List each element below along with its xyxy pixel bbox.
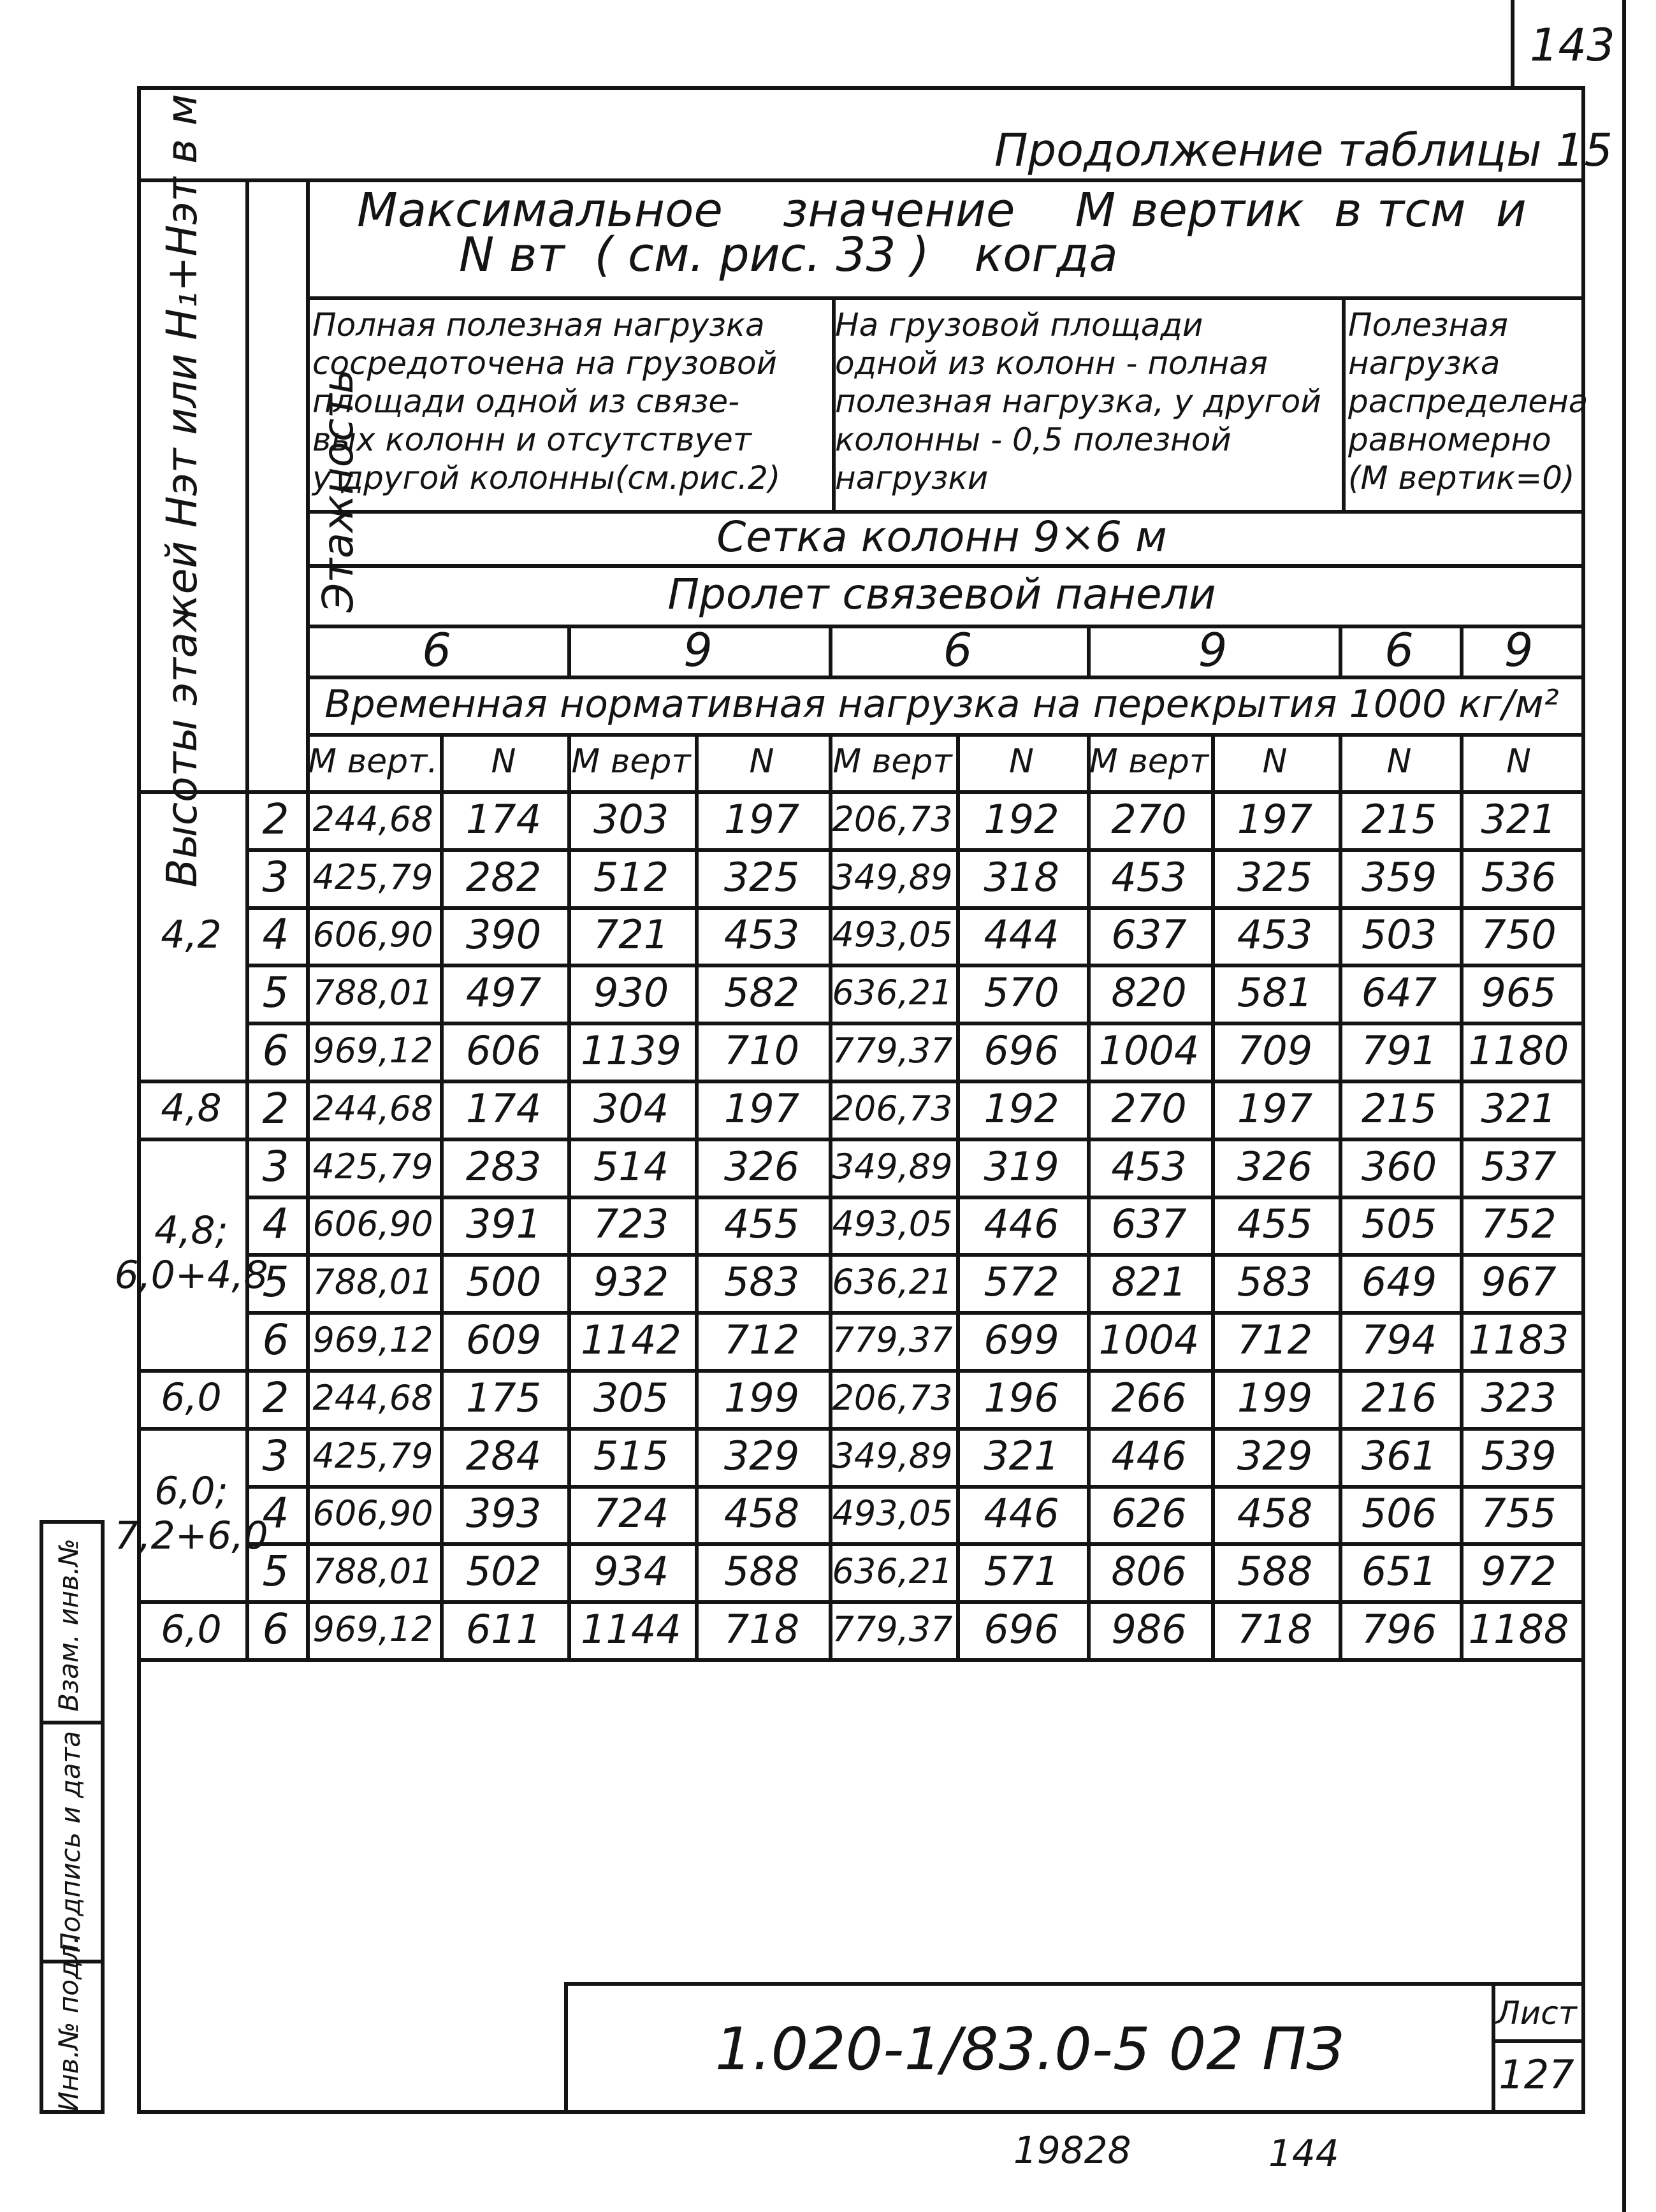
- floors-cell: 2: [262, 1373, 289, 1422]
- height-group-label: 6,0: [161, 1607, 222, 1652]
- table-cell: 493,05: [832, 914, 953, 955]
- sheet-number: 127: [1499, 2051, 1574, 2098]
- table-cell: 503: [1361, 911, 1437, 958]
- table-cell: 361: [1361, 1432, 1437, 1479]
- table-cell: 637: [1111, 911, 1187, 958]
- table-cell: 453: [1237, 911, 1313, 958]
- table-cell: 1142: [581, 1317, 681, 1364]
- height-group-label: 6,0; 7,2+6,0: [114, 1468, 268, 1558]
- header-title-line2: N вт ( см. рис. 33 ) когда: [459, 228, 1118, 282]
- table-cell: 196: [984, 1374, 1059, 1421]
- span-value: 9: [1504, 623, 1534, 677]
- table-cell: 969,12: [312, 1030, 433, 1071]
- table-cell: 699: [984, 1317, 1059, 1364]
- table-cell: 696: [984, 1027, 1059, 1074]
- table-cell: 752: [1481, 1201, 1557, 1248]
- table-cell: 572: [984, 1259, 1059, 1306]
- table-cell: 323: [1481, 1374, 1557, 1421]
- table-cell: 349,89: [832, 1435, 953, 1476]
- table-cell: 270: [1111, 795, 1187, 842]
- table-cell: 444: [984, 911, 1059, 958]
- table-cell: 515: [593, 1432, 669, 1479]
- floors-cell: 5: [262, 1547, 289, 1596]
- subheader-cell: N: [749, 742, 774, 781]
- table-cell: 512: [593, 853, 669, 900]
- table-cell: 391: [465, 1201, 542, 1248]
- table-cell: 588: [1237, 1548, 1313, 1595]
- table-cell: 712: [1237, 1317, 1313, 1364]
- table-cell: 216: [1361, 1374, 1437, 1421]
- table-cell: 788,01: [312, 972, 433, 1013]
- floors-cell: 6: [262, 1026, 289, 1076]
- table-cell: 750: [1481, 911, 1557, 958]
- header-rule: [306, 296, 1581, 300]
- table-cell: 972: [1481, 1548, 1557, 1595]
- page-number: 143: [1530, 19, 1615, 71]
- table-cell: 359: [1361, 853, 1437, 900]
- floors-cell: 3: [262, 1431, 289, 1480]
- header-title-line1: Максимальное значение М вертик в тсм и: [357, 183, 1527, 238]
- column-grid-label: Сетка колонн 9×6 м: [716, 512, 1167, 561]
- table-cell: 266: [1111, 1374, 1187, 1421]
- table-cell: 588: [723, 1548, 800, 1595]
- table-cell: 349,89: [832, 857, 953, 897]
- table-cell: 321: [984, 1432, 1059, 1479]
- subheader-cell: М верт: [571, 742, 691, 781]
- table-cell: 788,01: [312, 1551, 433, 1592]
- table-cell: 1188: [1468, 1606, 1569, 1653]
- table-cell: 199: [1237, 1374, 1313, 1421]
- table-cell: 446: [984, 1490, 1059, 1537]
- floors-column-header: Этажность: [313, 369, 363, 612]
- table-cell: 192: [984, 795, 1059, 842]
- table-cell: 965: [1481, 969, 1557, 1016]
- table-cell: 581: [1237, 969, 1313, 1016]
- table-cell: 932: [593, 1259, 669, 1306]
- table-cell: 497: [465, 969, 542, 1016]
- table-cell: 791: [1361, 1027, 1437, 1074]
- table-cell: 458: [1237, 1490, 1313, 1537]
- table-cell: 1144: [581, 1606, 681, 1653]
- floors-cell: 6: [262, 1605, 289, 1654]
- side-stamp-inv-no: Инв.№ подл.: [52, 1935, 84, 2112]
- floors-cell: 3: [262, 1141, 289, 1191]
- table-cell: 712: [723, 1317, 800, 1364]
- continuation-caption: Продолжение таблицы 15: [994, 124, 1613, 177]
- floors-cell: 4: [262, 1489, 289, 1538]
- table-bottom-rule: [137, 1658, 1581, 1662]
- table-cell: 199: [723, 1374, 800, 1421]
- case2-text: На грузовой площади одной из колонн - полная полезная нагрузка, у другой колонны - 0,5 полезной нагрузки: [835, 307, 1321, 496]
- span-value: 9: [683, 623, 713, 677]
- table-cell: 606,90: [312, 1204, 433, 1245]
- table-cell: 425,79: [312, 1146, 433, 1187]
- table-cell: 197: [723, 795, 800, 842]
- table-cell: 788,01: [312, 1262, 433, 1303]
- table-cell: 493,05: [832, 1493, 953, 1534]
- span-value: 6: [943, 623, 973, 677]
- floors-cell: 4: [262, 1199, 289, 1249]
- height-column-header: Высоты этажей Нэт или Н₁+Нэт в м: [157, 94, 207, 888]
- table-cell: 319: [984, 1143, 1059, 1190]
- footer-code-left: 19828: [1013, 2129, 1131, 2172]
- table-cell: 514: [593, 1143, 669, 1190]
- table-cell: 215: [1361, 795, 1437, 842]
- table-cell: 425,79: [312, 857, 433, 897]
- table-cell: 455: [1237, 1201, 1313, 1248]
- table-cell: 571: [984, 1548, 1059, 1595]
- table-cell: 304: [593, 1085, 669, 1132]
- table-cell: 206,73: [832, 1088, 953, 1129]
- subheader-cell: М верт: [832, 742, 952, 781]
- floors-cell: 4: [262, 910, 289, 960]
- floors-cell: 2: [262, 1083, 289, 1133]
- table-cell: 537: [1481, 1143, 1557, 1190]
- table-cell: 696: [984, 1606, 1059, 1653]
- table-cell: 651: [1361, 1548, 1437, 1595]
- table-cell: 425,79: [312, 1435, 433, 1476]
- table-cell: 536: [1481, 853, 1557, 900]
- table-cell: 969,12: [312, 1320, 433, 1361]
- table-cell: 175: [465, 1374, 542, 1421]
- span-value: 6: [422, 623, 451, 677]
- table-cell: 806: [1111, 1548, 1187, 1595]
- table-cell: 626: [1111, 1490, 1187, 1537]
- table-cell: 779,37: [832, 1609, 953, 1650]
- table-cell: 284: [465, 1432, 542, 1479]
- table-cell: 506: [1361, 1490, 1437, 1537]
- table-cell: 321: [1481, 795, 1557, 842]
- table-cell: 453: [1111, 1143, 1187, 1190]
- subheader-cell: N: [1009, 742, 1034, 781]
- table-cell: 969,12: [312, 1609, 433, 1650]
- table-cell: 606,90: [312, 914, 433, 955]
- table-cell: 493,05: [832, 1204, 953, 1245]
- table-cell: 329: [1237, 1432, 1313, 1479]
- table-cell: 636,21: [832, 972, 953, 1013]
- panel-span-label: Пролет связевой панели: [667, 570, 1216, 619]
- table-cell: 321: [1481, 1085, 1557, 1132]
- table-cell: 570: [984, 969, 1059, 1016]
- table-cell: 723: [593, 1201, 669, 1248]
- table-cell: 967: [1481, 1259, 1557, 1306]
- table-cell: 649: [1361, 1259, 1437, 1306]
- side-stamp-replace: Взам. инв.№: [52, 1538, 84, 1712]
- table-cell: 779,37: [832, 1030, 953, 1071]
- table-cell: 453: [723, 911, 800, 958]
- side-stamp-signature: Подпись и дата: [54, 1731, 86, 1953]
- table-cell: 1180: [1468, 1027, 1569, 1074]
- table-cell: 197: [1237, 1085, 1313, 1132]
- table-cell: 326: [1237, 1143, 1313, 1190]
- table-cell: 197: [723, 1085, 800, 1132]
- table-cell: 244,68: [312, 799, 433, 839]
- table-cell: 718: [723, 1606, 800, 1653]
- table-cell: 609: [465, 1317, 542, 1364]
- table-cell: 174: [465, 795, 542, 842]
- table-cell: 505: [1361, 1201, 1437, 1248]
- height-group-label: 6,0: [161, 1375, 222, 1420]
- floors-cell: 3: [262, 852, 289, 902]
- table-cell: 215: [1361, 1085, 1437, 1132]
- sheet-label: Лист: [1496, 1995, 1577, 2032]
- table-cell: 500: [465, 1259, 542, 1306]
- table-cell: 755: [1481, 1490, 1557, 1537]
- subheader-cell: N: [491, 742, 516, 781]
- table-cell: 325: [1237, 853, 1313, 900]
- table-cell: 794: [1361, 1317, 1437, 1364]
- table-cell: 283: [465, 1143, 542, 1190]
- header-divider: [1342, 296, 1346, 510]
- table-cell: 282: [465, 853, 542, 900]
- floors-cell: 2: [262, 794, 289, 844]
- height-group-label: 4,8: [161, 1086, 222, 1131]
- table-cell: 1004: [1098, 1317, 1200, 1364]
- table-cell: 821: [1111, 1259, 1187, 1306]
- table-cell: 197: [1237, 795, 1313, 842]
- table-cell: 192: [984, 1085, 1059, 1132]
- table-cell: 636,21: [832, 1551, 953, 1592]
- floors-cell: 5: [262, 968, 289, 1018]
- table-cell: 390: [465, 911, 542, 958]
- table-cell: 318: [984, 853, 1059, 900]
- table-cell: 360: [1361, 1143, 1437, 1190]
- subheader-cell: М верт.: [308, 742, 438, 781]
- table-cell: 393: [465, 1490, 542, 1537]
- table-cell: 326: [723, 1143, 800, 1190]
- table-cell: 606,90: [312, 1493, 433, 1534]
- table-cell: 206,73: [832, 799, 953, 839]
- table-cell: 796: [1361, 1606, 1437, 1653]
- table-cell: 637: [1111, 1201, 1187, 1248]
- span-value: 6: [1384, 623, 1414, 677]
- table-cell: 458: [723, 1490, 800, 1537]
- table-cell: 606: [465, 1027, 542, 1074]
- table-cell: 986: [1111, 1606, 1187, 1653]
- footer-code-right: 144: [1268, 2132, 1339, 2175]
- table-cell: 305: [593, 1374, 669, 1421]
- table-cell: 1183: [1468, 1317, 1569, 1364]
- table-cell: 721: [593, 911, 669, 958]
- subheader-cell: N: [1386, 742, 1412, 781]
- document-code: 1.020-1/83.0-5 02 ПЗ: [715, 2014, 1344, 2083]
- table-cell: 1139: [581, 1027, 681, 1074]
- height-group-label: 4,8; 6,0+4,8: [114, 1208, 268, 1298]
- table-cell: 244,68: [312, 1088, 433, 1129]
- subheader-cell: N: [1506, 742, 1531, 781]
- subheader-cell: N: [1262, 742, 1288, 781]
- table-cell: 270: [1111, 1085, 1187, 1132]
- table-cell: 206,73: [832, 1377, 953, 1418]
- table-cell: 934: [593, 1548, 669, 1595]
- table-cell: 174: [465, 1085, 542, 1132]
- load-label: Временная нормативная нагрузка на перекрытия 1000 кг/м²: [324, 682, 1559, 726]
- table-cell: 455: [723, 1201, 800, 1248]
- table-cell: 446: [1111, 1432, 1187, 1479]
- table-cell: 710: [723, 1027, 800, 1074]
- height-group-label: 4,2: [161, 913, 222, 957]
- floors-cell: 6: [262, 1315, 289, 1365]
- table-cell: 303: [593, 795, 669, 842]
- table-cell: 583: [723, 1259, 800, 1306]
- table-cell: 930: [593, 969, 669, 1016]
- case3-text: Полезная нагрузка распределена равномерно (М вертик=0): [1348, 307, 1588, 496]
- table-cell: 718: [1237, 1606, 1313, 1653]
- floors-cell: 5: [262, 1257, 289, 1307]
- table-cell: 583: [1237, 1259, 1313, 1306]
- case1-text: Полная полезная нагрузка сосредоточена на грузовой площади одной из связе- вых колонн и отсутствует у другой колонны(см.рис.2): [312, 307, 781, 496]
- table-cell: 329: [723, 1432, 800, 1479]
- table-cell: 709: [1237, 1027, 1313, 1074]
- table-cell: 724: [593, 1490, 669, 1537]
- table-cell: 446: [984, 1201, 1059, 1248]
- table-cell: 582: [723, 969, 800, 1016]
- subheader-cell: М верт: [1089, 742, 1209, 781]
- table-cell: 636,21: [832, 1262, 953, 1303]
- table-cell: 820: [1111, 969, 1187, 1016]
- table-cell: 244,68: [312, 1377, 433, 1418]
- span-value: 9: [1198, 623, 1228, 677]
- table-cell: 539: [1481, 1432, 1557, 1479]
- table-cell: 647: [1361, 969, 1437, 1016]
- table-cell: 325: [723, 853, 800, 900]
- table-cell: 453: [1111, 853, 1187, 900]
- table-cell: 349,89: [832, 1146, 953, 1187]
- table-cell: 1004: [1098, 1027, 1200, 1074]
- table-cell: 779,37: [832, 1320, 953, 1361]
- table-cell: 502: [465, 1548, 542, 1595]
- table-cell: 611: [465, 1606, 542, 1653]
